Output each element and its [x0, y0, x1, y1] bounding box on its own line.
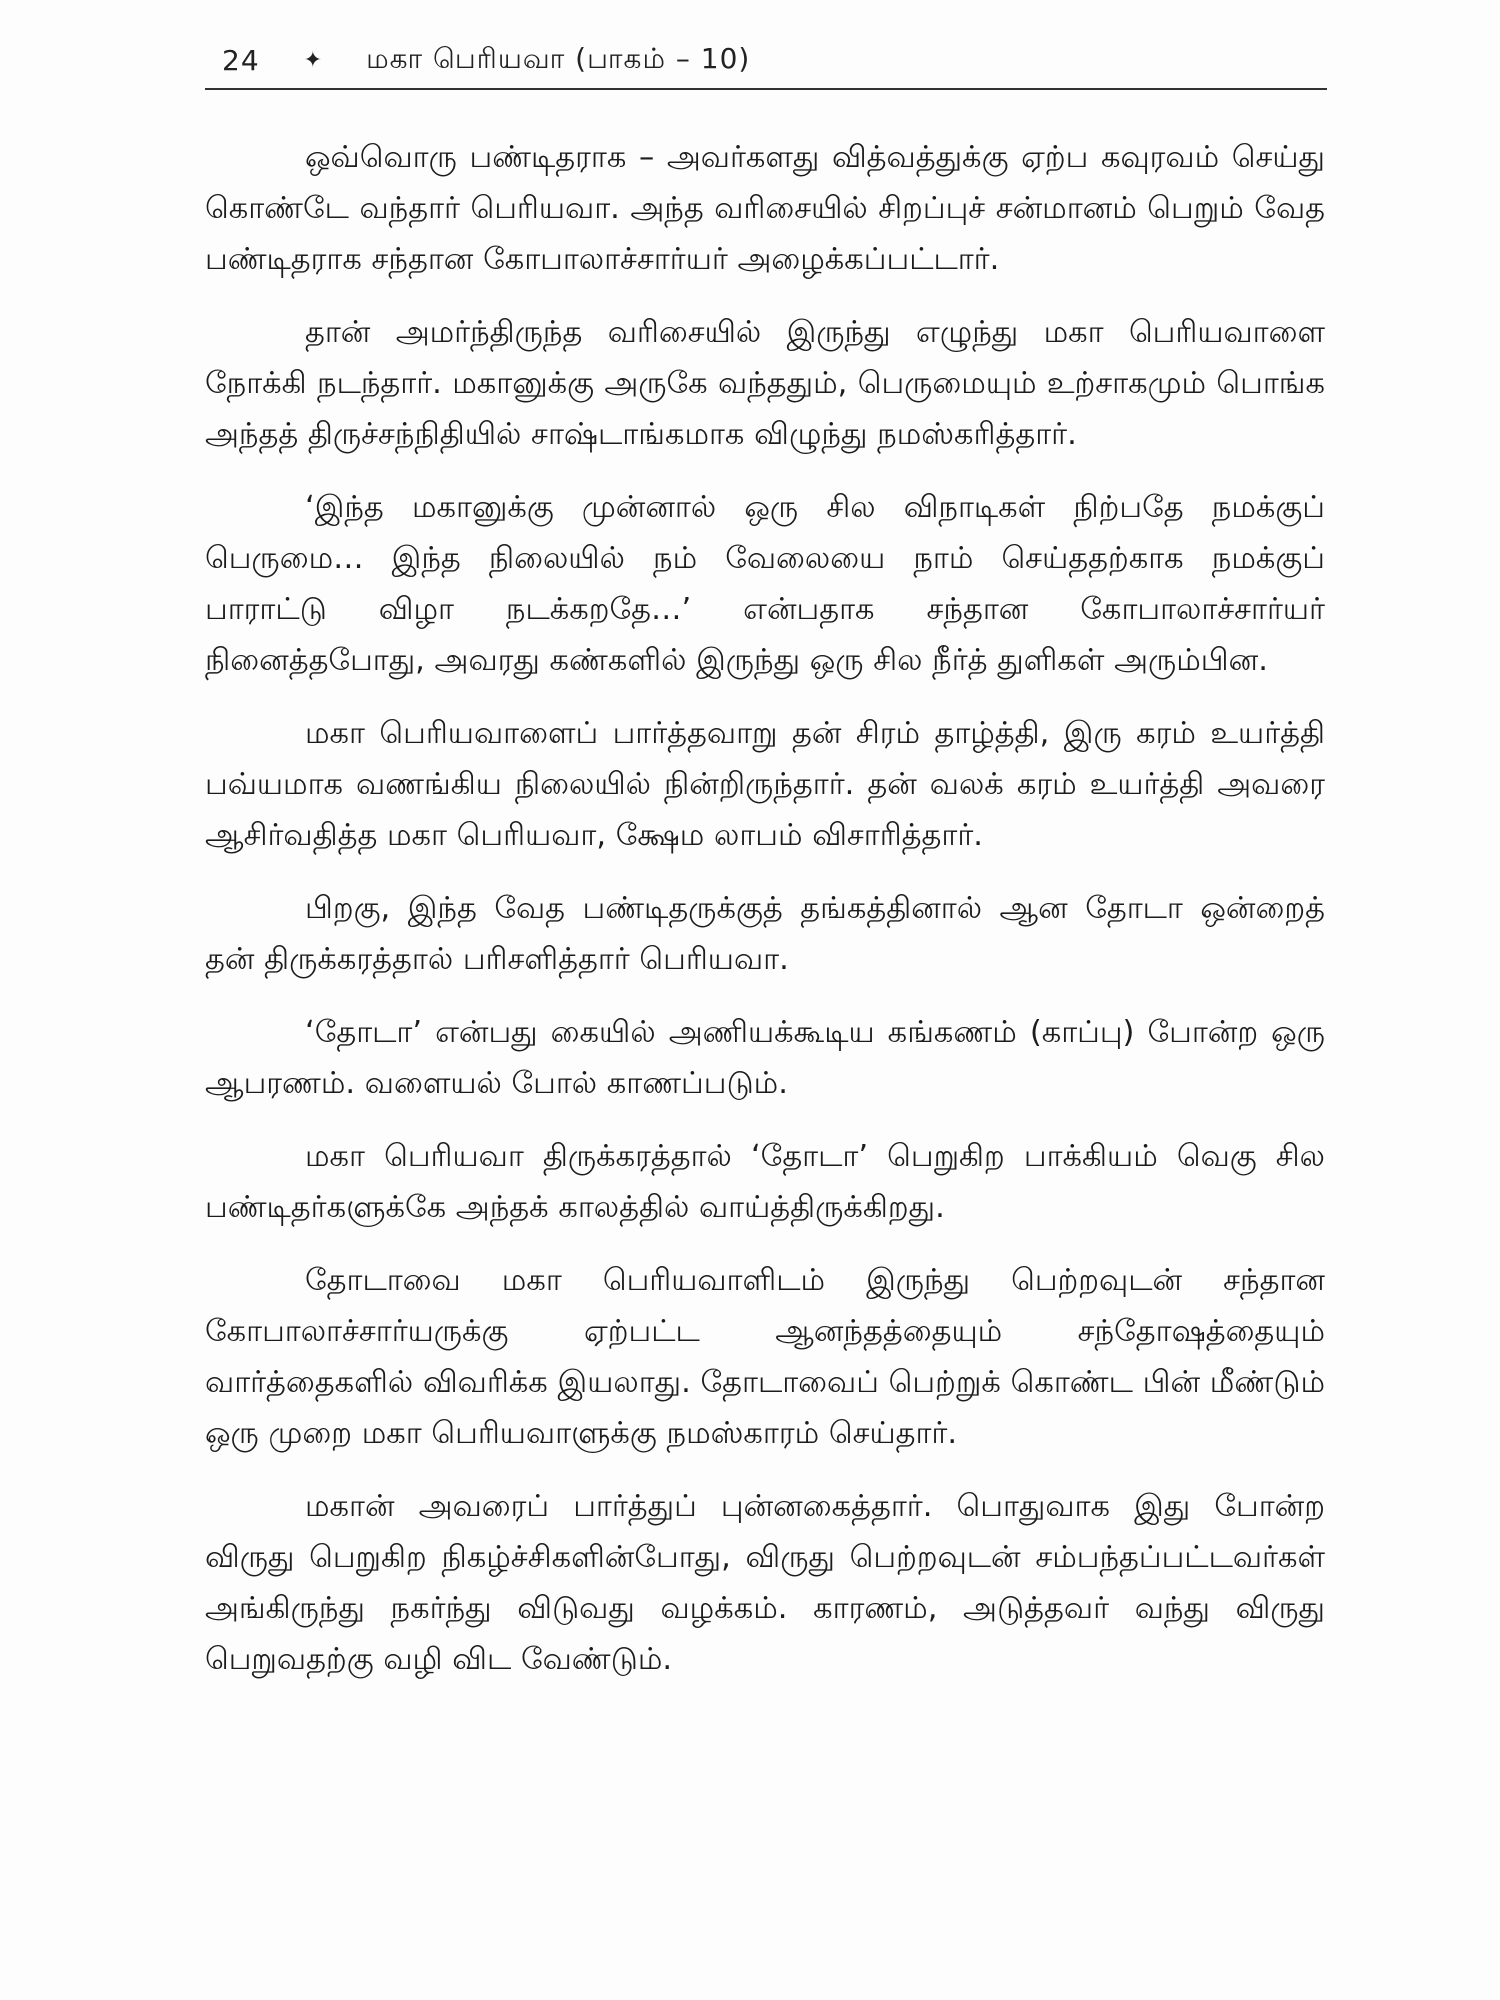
paragraph: தான் அமர்ந்திருந்த வரிசையில் இருந்து எழுந்து மகா பெரியவாளை நோக்கி நடந்தார். மகானுக்கு அருகே வந்ததும், பெருமையும் உற்சாகமும் பொங்க அந்தத் திருச்சந்நிதியில் சாஷ்டாங்கமாக விழுந்து நமஸ்கரித்தார். [205, 315, 1325, 452]
paragraph: தோடாவை மகா பெரியவாளிடம் இருந்து பெற்றவுடன் சந்தான கோபாலாச்சார்யருக்கு ஏற்பட்ட ஆனந்தத்தையும் சந்தோஷத்தையும் வார்த்தைகளில் விவரிக்க இயலாது. தோடாவைப் பெற்றுக் கொண்ட பின் மீண்டும் ஒரு முறை மகா பெரியவாளுக்கு நமஸ்காரம் செய்தார். [205, 1263, 1325, 1451]
paragraph: பிறகு, இந்த வேத பண்டிதருக்குத் தங்கத்தினால் ஆன தோடா ஒன்றைத் தன் திருக்கரத்தால் பரிசளித்தார் பெரியவா. [205, 891, 1325, 977]
running-header [222, 30, 1327, 90]
paragraph: ‘தோடா’ என்பது கையில் அணியக்கூடிய கங்கணம் (காப்பு) போன்ற ஒரு ஆபரணம். வளையல் போல் காணப்படும். [205, 1015, 1325, 1101]
paragraph: ‘இந்த மகானுக்கு முன்னால் ஒரு சில விநாடிகள் நிற்பதே நமக்குப் பெருமை… இந்த நிலையில் நம் வேலையை நாம் செய்ததற்காக நமக்குப் பாராட்டு விழா நடக்கறதே…’ என்பதாக சந்தான கோபாலாச்சார்யர் நினைத்தபோது, அவரது கண்களில் இருந்து ஒரு சில நீர்த் துளிகள் அரும்பின. [205, 490, 1325, 678]
header-divider [205, 88, 1327, 90]
book-title: மகா பெரியவா (பாகம் – 10) [366, 41, 751, 75]
page-number: 24 [222, 43, 260, 77]
paragraph: மகா பெரியவா திருக்கரத்தால் ‘தோடா’ பெறுகிற பாக்கியம் வெகு சில பண்டிதர்களுக்கே அந்தக் காலத்தில் வாய்த்திருக்கிறது. [205, 1139, 1325, 1225]
paragraph: மகா பெரியவாளைப் பார்த்தவாறு தன் சிரம் தாழ்த்தி, இரு கரம் உயர்த்தி பவ்யமாக வணங்கிய நிலையில் நின்றிருந்தார். தன் வலக் கரம் உயர்த்தி அவரை ஆசிர்வதித்த மகா பெரியவா, க்ஷேம லாபம் விசாரித்தார். [205, 716, 1325, 853]
header-ornament-icon: ✦ [303, 47, 323, 73]
body-text [205, 132, 1325, 1707]
paragraph: மகான் அவரைப் பார்த்துப் புன்னகைத்தார். பொதுவாக இது போன்ற விருது பெறுகிற நிகழ்ச்சிகளின்போது, விருது பெற்றவுடன் சம்பந்தப்பட்டவர்கள் அங்கிருந்து நகர்ந்து விடுவது வழக்கம். காரணம், அடுத்தவர் வந்து விருது பெறுவதற்கு வழி விட வேண்டும். [205, 1489, 1325, 1677]
paragraph: ஒவ்வொரு பண்டிதராக – அவர்களது வித்வத்துக்கு ஏற்ப கவுரவம் செய்து கொண்டே வந்தார் பெரியவா. அந்த வரிசையில் சிறப்புச் சன்மானம் பெறும் வேத பண்டிதராக சந்தான கோபாலாச்சார்யர் அழைக்கப்பட்டார். [205, 140, 1325, 277]
